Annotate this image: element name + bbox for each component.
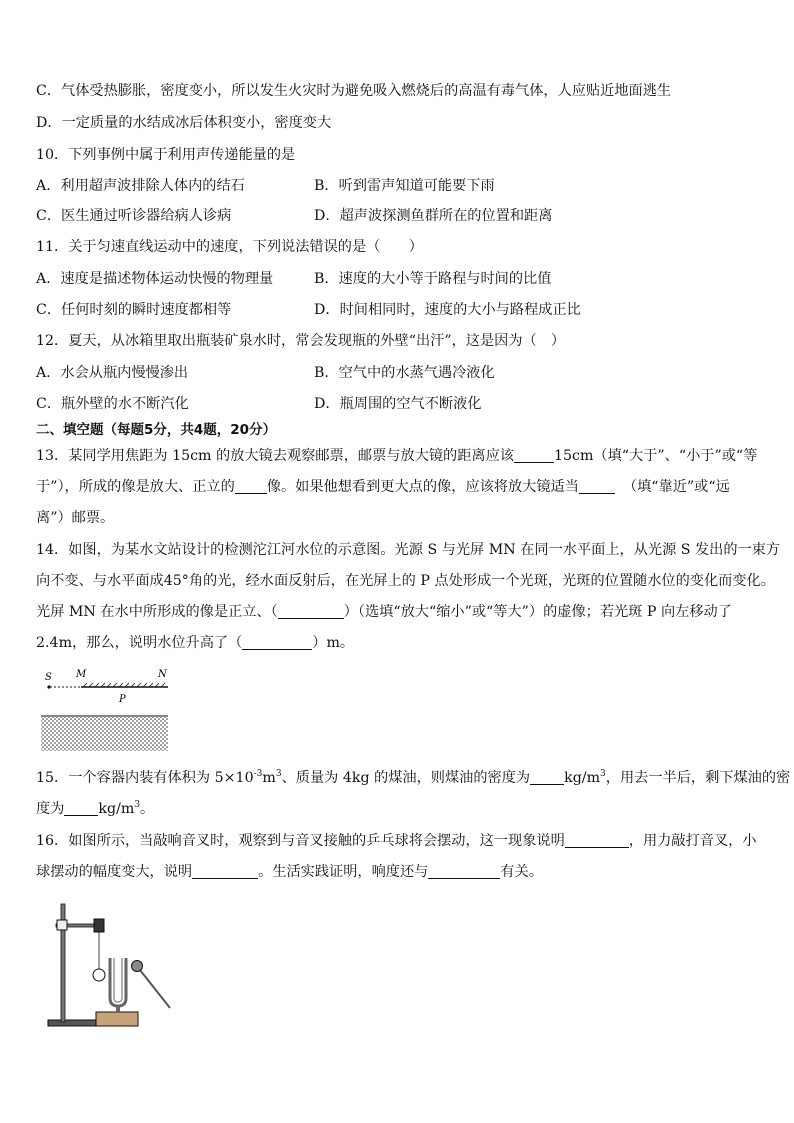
- q14-blank-2[interactable]: [242, 635, 312, 650]
- q10-option-a: A．利用超声波排除人体内的结石: [36, 178, 245, 194]
- q16-blank-3[interactable]: [428, 864, 500, 879]
- q13-line-3: 离”）邮票。: [36, 510, 115, 526]
- water-body: [41, 717, 168, 751]
- q12-option-a: A．水会从瓶内慢慢渗出: [36, 365, 189, 381]
- label-s: S: [45, 672, 52, 683]
- q11-option-a: A．速度是描述物体运动快慢的物理量: [36, 271, 274, 287]
- q16-blank-2[interactable]: [192, 864, 258, 879]
- q16-blank-1[interactable]: [565, 833, 629, 848]
- q16-text-2a: 球摆动的幅度变大，说明: [36, 864, 193, 880]
- mallet-head: [132, 961, 143, 972]
- q13-line-2: [36, 477, 730, 497]
- section-heading-fill-blank: 二、填空题（每题5分，共4题，20分）: [36, 422, 277, 438]
- q11-option-c: C．任何时刻的瞬时速度都相等: [36, 302, 232, 318]
- q14-line-4: [36, 633, 354, 653]
- q14-line-2: 向不变、与水平面成45°角的光，经水面反射后，在光屏上的 P 点处形成一个光斑，光斑的位置随水位的变化而变化。: [36, 573, 775, 589]
- q13-blank-3[interactable]: [579, 479, 615, 494]
- q14-blank-1[interactable]: [278, 604, 344, 619]
- label-n: N: [158, 669, 167, 680]
- q15-text-1a: 15．一个容器内装有体积为 5×10: [36, 770, 254, 786]
- q14-text-3a: 光屏 MN 在水中所形成的像是正立、（: [36, 604, 278, 620]
- q16-text-2c: 有关。: [500, 864, 543, 880]
- q12-option-d: D．瓶周围的空气不断液化: [314, 396, 482, 412]
- q15-text-1c: 、质量为 4kg 的煤油，则煤油的密度为: [281, 770, 531, 786]
- q14-text-4a: 2.4m，那么，说明水位升高了（: [36, 635, 243, 651]
- q12-option-c: C．瓶外壁的水不断汽化: [36, 396, 189, 412]
- q16-text-1a: 16．如图所示，当敲响音叉时，观察到与音叉接触的乒乓球将会摆动，这一现象说明: [36, 833, 565, 849]
- q15-blank-1[interactable]: [530, 770, 564, 785]
- q15-line-2: [36, 799, 154, 819]
- q14-text-4b: ）m。: [312, 635, 355, 651]
- q13-text-1b: 15cm（填“大于”、“小于”或“等: [553, 448, 758, 464]
- q13-text-2a: 于”），所成的像是放大、正立的: [36, 479, 235, 495]
- q13-text-1a: 13．某同学用焦距为 15cm 的放大镜去观察邮票，邮票与放大镜的距离应该: [36, 448, 514, 464]
- q11-option-d: D．时间相同时，速度的大小与路程成正比: [314, 302, 581, 318]
- arm-clamp: [94, 919, 104, 932]
- q15-line-1: [36, 768, 790, 788]
- q11-stem: 11．关于匀速直线运动中的速度，下列说法错误的是（ ）: [36, 239, 423, 255]
- q10-option-c: C．医生通过听诊器给病人诊病: [36, 208, 232, 224]
- q9-option-c: C．气体受热膨胀，密度变小，所以发生火灾时为避免吸入燃烧后的高温有毒气体，人应贴近地面逃生: [36, 83, 672, 99]
- q15-exp-2: 3: [275, 769, 282, 779]
- q16-line-2: [36, 862, 543, 882]
- q15-text-2b: kg/m: [98, 801, 135, 817]
- q16-text-1b: ，用力敲打音叉，小: [628, 833, 757, 849]
- resonance-box: [96, 1012, 138, 1026]
- q9-option-d: D．一定质量的水结成冰后体积变小，密度变大: [36, 115, 332, 131]
- label-m: M: [76, 669, 87, 680]
- water-level-diagram: [36, 664, 176, 756]
- q10-stem: 10．下列事例中属于利用声传递能量的是: [36, 147, 296, 163]
- tuning-fork: [110, 958, 126, 1006]
- q15-text-1b: m: [262, 770, 276, 786]
- q15-blank-2[interactable]: [64, 801, 98, 816]
- q16-text-2b: 。生活实践证明，响度还与: [258, 864, 429, 880]
- q13-text-2c: （填“靠近”或“远: [622, 479, 730, 495]
- mallet-handle: [140, 970, 170, 1008]
- q12-option-b: B．空气中的水蒸气遇冷液化: [314, 365, 495, 381]
- q12-stem: 12．夏天，从冰箱里取出瓶装矿泉水时，常会发现瓶的外壁“出汗”，这是因为（ ）: [36, 333, 566, 349]
- tuning-fork-inner: [114, 958, 122, 1002]
- label-p: P: [119, 694, 126, 705]
- q13-blank-1[interactable]: [514, 448, 554, 463]
- q10-option-d: D．超声波探测鱼群所在的位置和距离: [314, 208, 553, 224]
- rod-clamp: [57, 920, 67, 930]
- q14-line-3: [36, 602, 732, 622]
- q16-line-1: [36, 831, 757, 851]
- q15-text-2a: 度为: [36, 801, 65, 817]
- q15-text-1e: ，用去一半后，剩下煤油的密: [605, 770, 791, 786]
- q10-option-b: B．听到雷声知道可能要下雨: [314, 178, 495, 194]
- q15-text-2c: 。: [140, 801, 155, 817]
- tuning-fork-figure: [44, 898, 180, 1034]
- q11-option-b: B．速度的大小等于路程与时间的比值: [314, 271, 552, 287]
- ping-pong-ball: [93, 969, 105, 981]
- q15-exp-3: 3: [600, 769, 606, 779]
- q13-line-1: [36, 446, 757, 466]
- q13-text-2b: 像。如果他想看到更大点的像，应该将放大镜适当: [266, 479, 579, 495]
- q14-line-1: 14．如图，为某水文站设计的检测沱江河水位的示意图。光源 S 与光屏 MN 在同一水平面上，从光源 S 发出的一束方: [36, 542, 781, 558]
- q15-exp-1: -3: [253, 769, 263, 779]
- q14-text-3b: ）（选填“放大“缩小”或“等大”）的虚像；若光斑 P 向左移动了: [343, 604, 732, 620]
- fork-stem: [116, 1005, 120, 1013]
- q15-exp-4: 3: [134, 800, 141, 810]
- q13-blank-2[interactable]: [235, 479, 267, 494]
- q15-text-1d: kg/m: [564, 770, 601, 786]
